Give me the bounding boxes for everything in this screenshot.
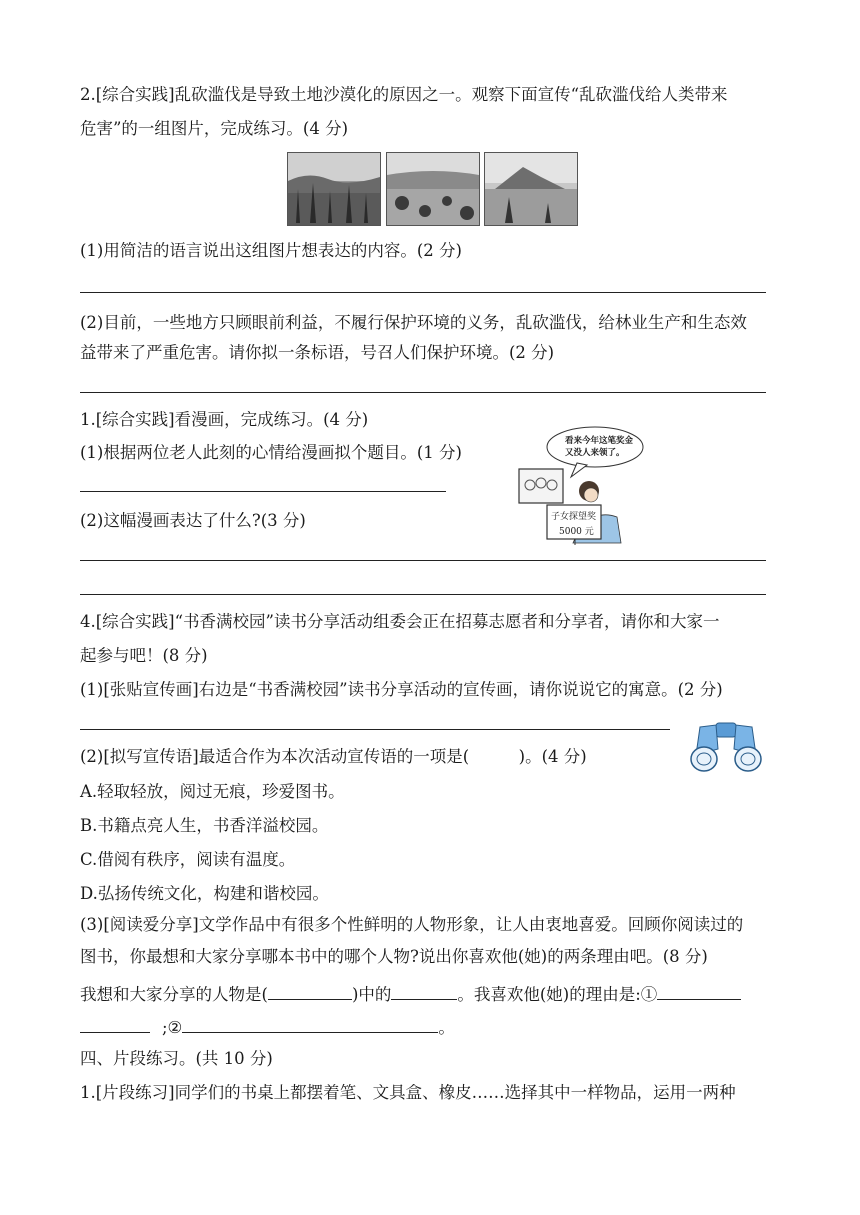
section4-q1-stem: 1.[片段练习]同学们的书桌上都摆着笔、文具盒、橡皮……选择其中一样物品，运用一两种: [80, 1083, 736, 1102]
fill-text-e: 。: [438, 1018, 455, 1037]
q4-option-d: D.弘扬传统文化，构建和谐校园。: [80, 884, 329, 903]
speech-bubble-line1: 看来今年这笔奖金: [565, 436, 634, 446]
q4-sub3-line2: 图书，你最想和大家分享哪本书中的哪个人物?说出你喜欢他(她)的两条理由吧。(8 分): [80, 947, 708, 966]
fill-text-b: )中的: [351, 985, 392, 1004]
q4-stem-line1: 4.[综合实践]“书香满校园”读书分享活动组委会正在招募志愿者和分享者，请你和大家一: [80, 612, 720, 631]
q1-answer-line-2[interactable]: [80, 560, 766, 561]
q4-option-a: A.轻取轻放，阅过无痕，珍爱图书。: [80, 782, 345, 801]
q4-fill-line: [80, 983, 741, 1006]
q2-answer-line-2[interactable]: [80, 392, 766, 393]
fill-text-a: 我想和大家分享的人物是(: [80, 985, 268, 1004]
q4-fill-line-2: [80, 1016, 455, 1039]
cartoon-illustration: [505, 425, 645, 545]
q4-sub2: (2)[拟写宣传语]最适合作为本次活动宣传语的一项是( )。(4 分): [80, 747, 587, 766]
speech-bubble-line2: 又没人来领了。: [565, 448, 625, 458]
fill-text-d: ;②: [162, 1018, 183, 1037]
q2-stem-line2: 危害”的一组图片，完成练习。(4 分): [80, 119, 349, 138]
q2-sub2-line1: (2)目前，一些地方只顾眼前利益，不履行保护环境的义务，乱砍滥伐，给林业生产和生态效: [80, 313, 747, 332]
q1-answer-line-1[interactable]: [80, 491, 446, 492]
photo-sparse-trees: [386, 152, 480, 226]
q2-stem-line1: 2.[综合实践]乱砍滥伐是导致土地沙漠化的原因之一。观察下面宣传“乱砍滥伐给人类带来: [80, 85, 728, 104]
reason-1-blank-cont[interactable]: [80, 1016, 150, 1033]
q2-sub2-line2: 益带来了严重危害。请你拟一条标语，号召人们保护环境。(2 分): [80, 343, 555, 362]
fill-text-c: 。我喜欢他(她)的理由是:①: [457, 985, 658, 1004]
sign-line2: 5000 元: [559, 527, 594, 537]
q4-option-b: B.书籍点亮人生，书香洋溢校园。: [80, 816, 329, 835]
book-title-blank[interactable]: [268, 983, 352, 1000]
reason-1-blank[interactable]: [657, 983, 741, 1000]
q1-stem: 1.[综合实践]看漫画，完成练习。(4 分): [80, 410, 369, 429]
q4-stem-line2: 起参与吧！(8 分): [80, 646, 208, 665]
q1-answer-line-3[interactable]: [80, 594, 766, 595]
q4-sub1: (1)[张贴宣传画]右边是“书香满校园”读书分享活动的宣传画，请你说说它的寓意。(2 分): [80, 680, 723, 699]
reason-2-blank[interactable]: [182, 1016, 438, 1033]
q2-answer-line-1[interactable]: [80, 292, 766, 293]
q1-sub2: (2)这幅漫画表达了什么?(3 分): [80, 511, 306, 530]
section4-heading: 四、片段练习。(共 10 分): [80, 1049, 273, 1068]
q2-sub1: (1)用简洁的语言说出这组图片想表达的内容。(2 分): [80, 241, 462, 260]
sign-line1: 子女探望奖: [551, 512, 597, 522]
photo-forest: [287, 152, 381, 226]
photo-desert: [484, 152, 578, 226]
q4-answer-line-1[interactable]: [80, 729, 670, 730]
q1-sub1: (1)根据两位老人此刻的心情给漫画拟个题目。(1 分): [80, 443, 462, 462]
q4-option-c: C.借阅有秩序，阅读有温度。: [80, 850, 296, 869]
q4-sub3-line1: (3)[阅读爱分享]文学作品中有很多个性鲜明的人物形象，让人由衷地喜爱。回顾你阅读过的: [80, 915, 744, 934]
binoculars-illustration: [686, 715, 766, 775]
character-blank[interactable]: [391, 983, 457, 1000]
